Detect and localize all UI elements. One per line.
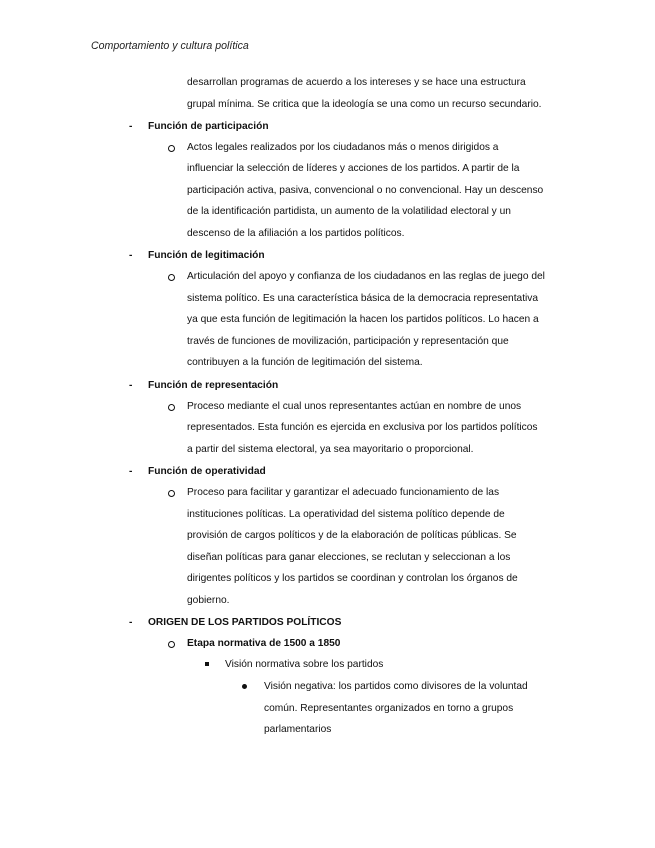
body-line: grupal mínima. Se critica que la ideología se una como un recurso secundario. (187, 99, 542, 110)
stage-heading: Etapa normativa de 1500 a 1850 (187, 638, 341, 649)
body-line: descenso de la afiliación a los partidos políticos. (187, 228, 405, 239)
body-line: participación activa, pasiva, convencional o no convencional. Hay un descenso (187, 185, 544, 196)
body-line: influenciar la selección de líderes y acciones de los partidos. A partir de la (187, 163, 520, 174)
detail-line: común. Representantes organizados en torno a grupos (264, 703, 514, 714)
body-line: desarrollan programas de acuerdo a los intereses y se hace una estructura (187, 77, 526, 88)
section-heading: Función de representación (148, 380, 279, 391)
circle-bullet-icon (168, 145, 175, 152)
circle-bullet-icon (168, 274, 175, 281)
circle-bullet-icon (168, 404, 175, 411)
body-line: de la identificación partidista, un aumento de la volatilidad electoral y un (187, 206, 511, 217)
body-line: ya que esta función de legitimación la hacen los partidos políticos. Lo hacen a (187, 314, 539, 325)
square-bullet-icon (205, 662, 209, 666)
page-header: Comportamiento y cultura política (91, 40, 249, 52)
body-line: diseñan políticas para ganar elecciones, se reclutan y seleccionan a los (187, 552, 511, 563)
body-line: gobierno. (187, 595, 230, 606)
detail-line: parlamentarios (264, 724, 332, 735)
body-line: través de funciones de movilización, participación y representación que (187, 336, 509, 347)
section-heading: Función de legitimación (148, 250, 265, 261)
body-line: sistema político. Es una característica básica de la democracia representativa (187, 293, 539, 304)
body-line: representados. Esta función es ejercida en exclusiva por los partidos políticos (187, 422, 538, 433)
circle-bullet-icon (168, 641, 175, 648)
dash-bullet: - (129, 121, 133, 132)
body-line: contribuyen a la función de legitimación del sistema. (187, 357, 423, 368)
body-line: Articulación del apoyo y confianza de los ciudadanos en las reglas de juego del (187, 271, 545, 282)
detail-line: Visión negativa: los partidos como divisores de la voluntad (264, 681, 528, 692)
body-line: Actos legales realizados por los ciudadanos más o menos dirigidos a (187, 142, 499, 153)
body-line: instituciones políticas. La operatividad del sistema político depende de (187, 509, 505, 520)
body-line: dirigentes políticos y los partidos se coordinan y controlan los órganos de (187, 573, 518, 584)
body-line: Proceso mediante el cual unos representantes actúan en nombre de unos (187, 401, 522, 412)
circle-bullet-icon (168, 490, 175, 497)
section-heading: Función de operatividad (148, 466, 266, 477)
body-line: provisión de cargos políticos y de la elaboración de políticas públicas. Se (187, 530, 517, 541)
dash-bullet: - (129, 250, 133, 261)
dash-bullet: - (129, 617, 133, 628)
dash-bullet: - (129, 466, 133, 477)
body-line: Proceso para facilitar y garantizar el adecuado funcionamiento de las (187, 487, 500, 498)
dash-bullet: - (129, 380, 133, 391)
sub-item-text: Visión normativa sobre los partidos (225, 659, 384, 670)
section-heading: Función de participación (148, 121, 269, 132)
origin-heading: ORIGEN DE LOS PARTIDOS POLÍTICOS (148, 617, 342, 628)
dot-bullet-icon (242, 684, 247, 689)
body-line: a partir del sistema electoral, ya sea mayoritario o proporcional. (187, 444, 474, 455)
